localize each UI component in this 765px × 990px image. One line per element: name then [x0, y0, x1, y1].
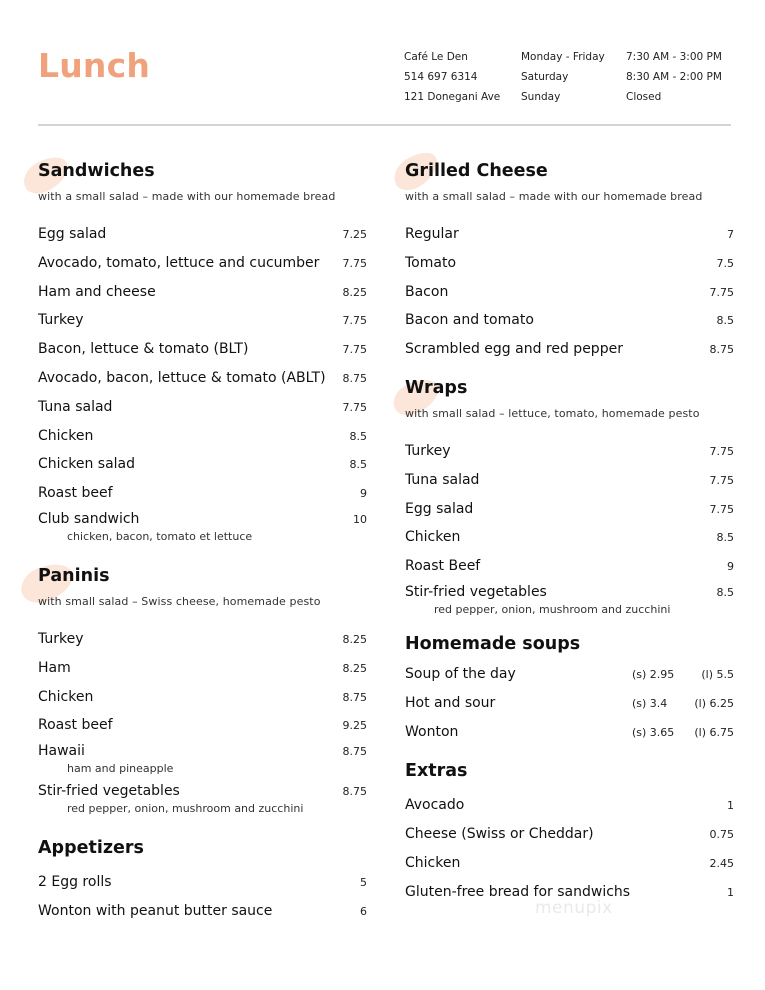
section-title: Paninis — [38, 565, 110, 586]
menu-column-left — [38, 155, 367, 926]
soup-item — [405, 689, 734, 718]
menu-item — [405, 820, 734, 849]
opening-times — [626, 47, 722, 107]
item-name: Roast beef — [38, 717, 113, 734]
item-name: Avocado, bacon, lettuce & tomato (ABLT) — [38, 369, 326, 386]
item-price: 7.75 — [709, 444, 734, 458]
item-price: 8.75 — [342, 690, 367, 704]
item-price: 7.75 — [709, 285, 734, 299]
small-price: (s) 3.65 — [632, 725, 675, 739]
large-price: (l) 6.25 — [694, 696, 734, 710]
item-name: Avocado, tomato, lettuce and cucumber — [38, 254, 320, 271]
item-name: Wonton — [405, 723, 459, 740]
menu-item — [38, 625, 367, 654]
menu-item — [38, 780, 367, 802]
item-price: 1 — [727, 885, 734, 899]
item-price: 8.25 — [342, 632, 367, 646]
menu-item — [405, 849, 734, 878]
item-name: Tuna salad — [38, 398, 113, 415]
section-title: Extras — [405, 761, 468, 782]
item-price: 10 — [353, 512, 367, 526]
header-divider — [38, 124, 731, 126]
item-name: Tomato — [405, 254, 457, 271]
item-name: Roast Beef — [405, 558, 481, 575]
item-price: 8.75 — [342, 371, 367, 385]
menu-item — [405, 249, 734, 278]
section-extras — [405, 755, 734, 906]
item-description: chicken, bacon, tomato et lettuce — [67, 529, 253, 543]
hours-time: 8:30 AM - 2:00 PM — [626, 71, 722, 83]
menu-column-right — [405, 155, 734, 907]
item-price: 8.5 — [716, 585, 734, 599]
item-name: Chicken — [405, 529, 461, 546]
menu-item — [405, 466, 734, 495]
item-price: 7.75 — [709, 473, 734, 487]
item-name: Gluten-free bread for sandwichs — [405, 883, 631, 900]
cafe-address: 121 Donegani Ave — [404, 91, 501, 103]
item-name: Egg salad — [405, 500, 474, 517]
item-name: Chicken salad — [38, 456, 136, 473]
item-price: 7.75 — [709, 502, 734, 516]
large-price: (l) 6.75 — [694, 725, 734, 739]
item-price: 0.75 — [709, 828, 734, 842]
item-price: 9.25 — [342, 719, 367, 733]
item-name: Club sandwich — [38, 510, 140, 527]
item-price: 8.5 — [349, 429, 367, 443]
menu-item — [405, 495, 734, 524]
item-price: 8.75 — [342, 745, 367, 759]
item-price: 7.75 — [342, 400, 367, 414]
section-grilled-cheese — [405, 155, 734, 364]
item-name: Egg salad — [38, 226, 107, 242]
section-subtitle: with small salad – Swiss cheese, homemade pesto — [38, 594, 321, 608]
item-price: 9 — [727, 560, 734, 574]
menu-item — [38, 306, 367, 335]
menu-item — [38, 740, 367, 762]
item-price: 7.75 — [342, 314, 367, 328]
section-soups — [405, 628, 734, 746]
section-appetizers — [38, 832, 367, 926]
cafe-contact-info — [404, 47, 500, 107]
item-name: Roast beef — [38, 485, 113, 502]
item-price: 8.5 — [716, 531, 734, 545]
section-paninis — [38, 560, 367, 820]
item-name: Stir-fried vegetables — [38, 783, 180, 800]
item-description: ham and pineapple — [67, 762, 174, 776]
menu-item — [38, 683, 367, 712]
watermark: menupix — [535, 898, 613, 918]
hours-day: Saturday — [521, 71, 569, 83]
item-name: Turkey — [38, 312, 84, 329]
item-price: 8.25 — [342, 285, 367, 299]
hours-day: Sunday — [521, 91, 561, 103]
item-name: Bacon, lettuce & tomato (BLT) — [38, 341, 249, 358]
page-title: Lunch — [38, 46, 151, 85]
item-name: Bacon and tomato — [405, 312, 534, 329]
item-name: Turkey — [405, 442, 451, 459]
item-name: Cheese (Swiss or Cheddar) — [405, 826, 594, 843]
item-name: Bacon — [405, 283, 449, 300]
item-price: 5 — [360, 876, 367, 890]
large-price: (l) 5.5 — [701, 667, 734, 681]
small-price: (s) 3.4 — [632, 696, 668, 710]
item-name: 2 Egg rolls — [38, 874, 112, 891]
item-name: Wonton with peanut butter sauce — [38, 902, 273, 919]
opening-days — [521, 47, 605, 107]
item-price: 8.75 — [709, 343, 734, 357]
menu-item — [405, 220, 734, 249]
item-name: Soup of the day — [405, 665, 516, 682]
menu-item — [405, 278, 734, 307]
soup-item — [405, 660, 734, 689]
menu-item — [405, 791, 734, 820]
item-price: 1 — [727, 799, 734, 813]
section-title: Wraps — [405, 377, 468, 398]
menu-item — [405, 335, 734, 364]
item-name: Ham — [38, 659, 71, 676]
item-price: 7.75 — [342, 256, 367, 270]
menu-item — [405, 437, 734, 466]
menu-item — [38, 364, 367, 393]
item-name: Chicken — [38, 427, 94, 444]
soup-item — [405, 718, 734, 747]
menu-item — [405, 552, 734, 581]
hours-day: Monday - Friday — [521, 51, 605, 63]
item-name: Regular — [405, 226, 459, 242]
menu-item — [38, 393, 367, 422]
menu-item — [38, 220, 367, 249]
menu-item — [38, 335, 367, 364]
menu-item — [38, 249, 367, 278]
item-name: Stir-fried vegetables — [405, 583, 547, 600]
item-price: 7.5 — [716, 256, 734, 270]
menu-item — [38, 508, 367, 530]
item-price: 7.25 — [342, 228, 367, 241]
section-title: Grilled Cheese — [405, 161, 548, 181]
item-price: 8.5 — [349, 458, 367, 472]
item-name: Hawaii — [38, 743, 85, 760]
small-price: (s) 2.95 — [632, 667, 675, 681]
item-price: 9 — [360, 487, 367, 501]
cafe-name: Café Le Den — [404, 51, 468, 63]
item-price: 8.25 — [342, 661, 367, 675]
item-price: 8.75 — [342, 785, 367, 799]
menu-item — [38, 711, 367, 740]
section-subtitle: with a small salad – made with our homemade bread — [405, 190, 703, 203]
menu-item — [405, 581, 734, 603]
cafe-phone: 514 697 6314 — [404, 71, 478, 83]
item-name: Turkey — [38, 630, 84, 647]
menu-item — [38, 654, 367, 683]
item-name: Chicken — [405, 854, 461, 871]
menu-item — [38, 422, 367, 451]
menu-item — [38, 450, 367, 479]
item-name: Scrambled egg and red pepper — [405, 341, 623, 358]
item-price: 2.45 — [709, 856, 734, 870]
item-price: 7.75 — [342, 343, 367, 357]
section-subtitle: with a small salad – made with our homemade bread — [38, 190, 336, 203]
menu-item — [38, 868, 367, 897]
section-wraps — [405, 372, 734, 621]
item-name: Chicken — [38, 688, 94, 705]
hours-time: Closed — [626, 91, 662, 103]
item-name: Hot and sour — [405, 694, 496, 711]
section-sandwiches — [38, 155, 367, 548]
section-subtitle: with small salad – lettuce, tomato, homemade pesto — [405, 406, 700, 420]
section-title: Sandwiches — [38, 161, 155, 181]
menu-item — [405, 523, 734, 552]
hours-time: 7:30 AM - 3:00 PM — [626, 51, 722, 63]
item-name: Avocado — [405, 797, 465, 814]
menu-item — [38, 897, 367, 926]
item-description: red pepper, onion, mushroom and zucchini — [67, 802, 304, 816]
section-title: Homemade soups — [405, 633, 581, 654]
item-description: red pepper, onion, mushroom and zucchini — [434, 602, 671, 616]
item-name: Ham and cheese — [38, 283, 156, 300]
item-name: Tuna salad — [405, 471, 480, 488]
section-title: Appetizers — [38, 838, 144, 859]
menu-item — [38, 278, 367, 307]
menu-item — [38, 479, 367, 508]
menu-item — [405, 306, 734, 335]
item-price: 7 — [727, 228, 734, 241]
item-price: 8.5 — [716, 314, 734, 328]
item-price: 6 — [360, 904, 367, 918]
